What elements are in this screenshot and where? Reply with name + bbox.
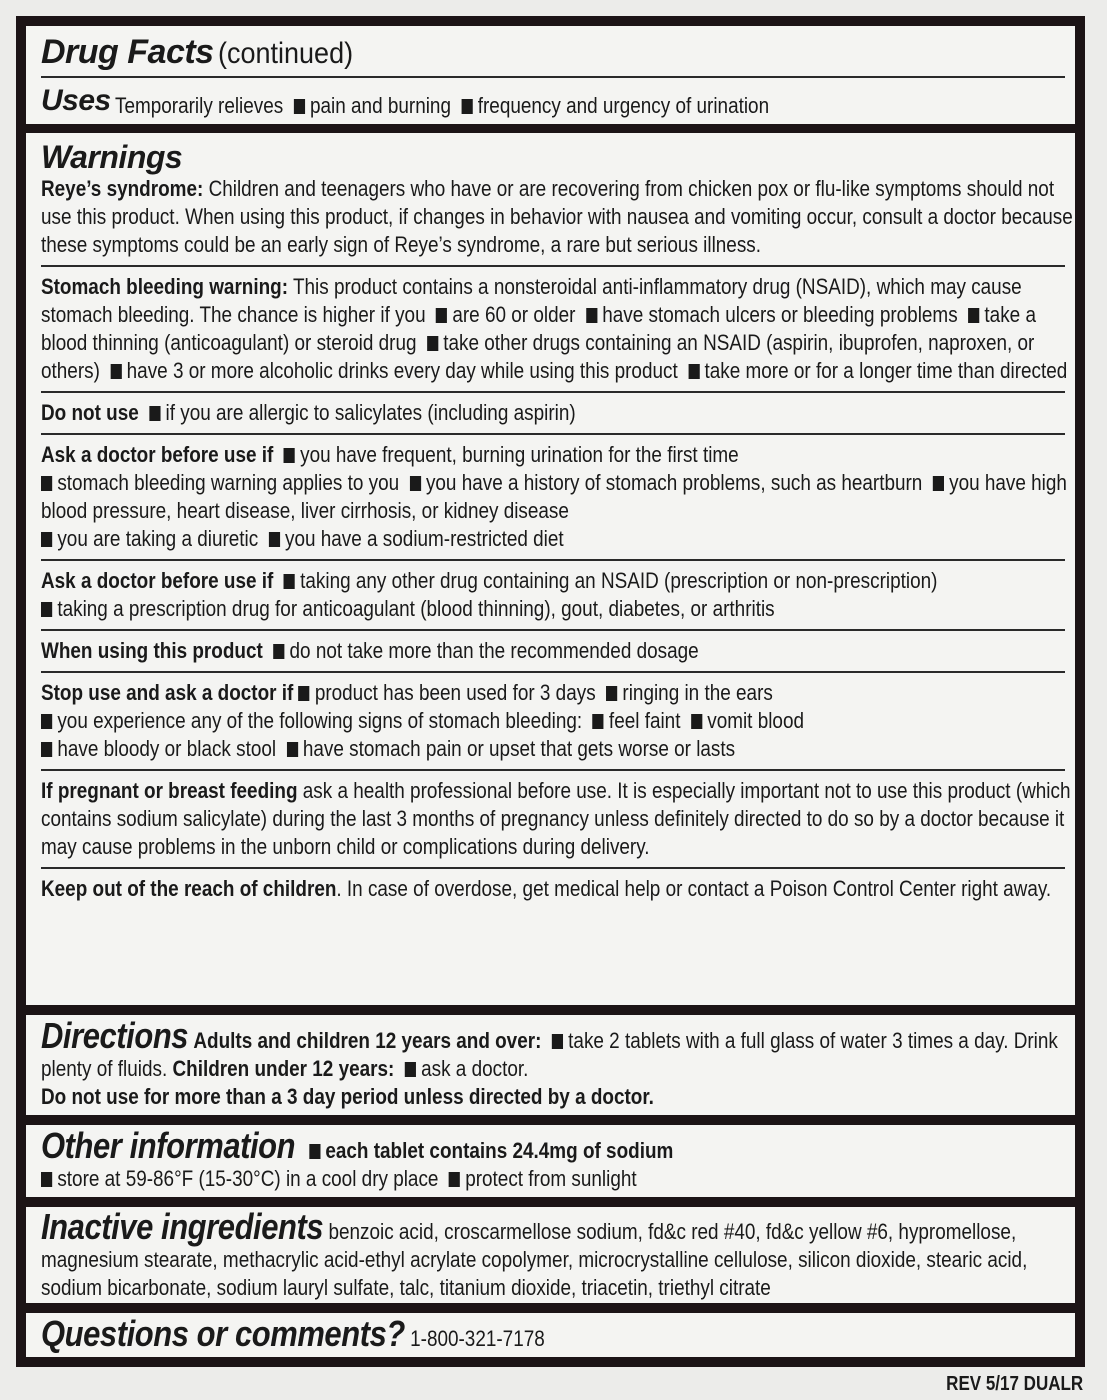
bullet-icon [41,1172,52,1187]
stomach-label: Stomach bleeding warning: [41,274,289,299]
ask-doctor-2-item: taking a prescription drug for anticoagulant (blood thinning), gout, diabetes, or arthritis [57,596,775,621]
stomach-item: take a blood thinning (anticoagulant) or steroid drug [41,302,1036,355]
bullet-icon [41,476,52,491]
header-uses-panel [26,26,1075,124]
directions-children-label: Children under 12 years: [172,1056,395,1081]
title-suffix: (continued) [218,37,354,70]
keep-out-text: . In case of overdose, get medical help or contact a Poison Control Center right away. [336,876,1052,901]
bullet-icon [110,364,121,379]
revision-code: REV 5/17 DUALR [946,1373,1083,1395]
pregnant-label: If pregnant or breast feeding [41,778,298,803]
when-using-item: do not take more than the recommended dosage [289,638,699,663]
stomach-item: are 60 or older [452,302,576,327]
other-information-heading: Other information [41,1125,296,1166]
directions-section [41,1015,1075,1111]
bullet-icon [552,1034,563,1049]
ask-doctor-item: you have frequent, burning urination for the first time [300,442,739,467]
bullet-icon [427,336,438,351]
bullet-icon [688,364,699,379]
stop-use-label: Stop use and ask a doctor if [41,680,294,705]
when-using-label: When using this product [41,638,263,663]
do-not-use-label: Do not use [41,400,139,425]
inactive-ingredients-text: benzoic acid, croscarmellose sodium, fd&c red #40, fd&c yellow #6, hypromellose, magnesium stearate, methacrylic acid-ethyl acrylate copolymer, microcrystalline cellulose, silicon dioxide, stearic acid, sodium bicarbonate, sodium lauryl sulfate, talc, titanium dioxide, triacetin, triethyl citrate [41,1219,1028,1300]
pregnant-text: ask a health professional before use. It is especially important not to use this product (which contains sodium salicylate) during the last 3 months of pregnancy unless definitely directed to do so by a doctor because it may cause problems in the unborn child or complications during delivery. [41,778,1071,859]
bullet-icon [449,1172,460,1187]
reyes-label: Reye’s syndrome: [41,176,204,201]
bullet-icon [294,99,305,114]
directions-adults-label: Adults and children 12 years and over: [193,1028,542,1053]
directions-children-item: ask a doctor. [421,1056,529,1081]
other-info-item: each tablet contains 24.4mg of sodium [325,1138,674,1163]
do-not-use-item: if you are allergic to salicylates (including aspirin) [165,400,576,425]
bullet-icon [405,1062,416,1077]
stomach-intro: This product contains a nonsteroidal anti-inflammatory drug (NSAID), which may cause stomach bleeding. The chance is higher if you [41,274,1022,327]
bullet-icon [41,532,52,547]
bullet-icon [606,686,617,701]
directions-limit: Do not use for more than a 3 day period unless directed by a doctor. [41,1084,654,1109]
questions-heading: Questions or comments? [41,1313,405,1354]
bullet-icon [298,686,309,701]
when-using-warning [41,631,1075,671]
uses-text [115,92,769,120]
questions-phone-number: 1-800-321-7178 [410,1326,545,1351]
bullet-icon [284,448,295,463]
stop-use-warning [41,673,1075,769]
bullet-icon [149,406,160,421]
stomach-bleeding-warning [41,267,1075,391]
questions-panel [26,1313,1075,1357]
bullet-icon [41,602,52,617]
bullet-icon [309,1144,320,1159]
reyes-syndrome-warning [41,175,1075,265]
stop-use-item: vomit blood [707,708,804,733]
pregnancy-warning [41,771,1075,867]
inactive-ingredients-heading: Inactive ingredients [41,1207,324,1247]
stomach-item: have 3 or more alcoholic drinks every day while using this product [126,358,678,383]
ask-doctor-2-label: Ask a doctor before use if [41,568,274,593]
other-information-panel [26,1125,1075,1197]
stop-use-item: have stomach pain or upset that gets worse or lasts [302,736,736,761]
stop-use-item: ringing in the ears [622,680,773,705]
other-information-section [41,1125,1075,1193]
bullet-icon [287,742,298,757]
bullet-icon [410,476,421,491]
bullet-icon [462,99,473,114]
ask-doctor-2-item: taking any other drug containing an NSAID (prescription or non-prescription) [300,568,938,593]
keep-out-label: Keep out of the reach of children [41,876,337,901]
bullet-icon [273,644,284,659]
bullet-icon [436,308,447,323]
title-text: Drug Facts [41,33,214,71]
warnings-heading: Warnings [41,139,183,175]
directions-panel [26,1015,1075,1115]
bullet-icon [691,714,702,729]
bullet-icon [284,574,295,589]
ask-doctor-item: you have a sodium-restricted diet [284,526,564,551]
bullet-icon [968,308,979,323]
bullet-icon [586,308,597,323]
stop-use-item: product has been used for 3 days [314,680,596,705]
other-info-item: store at 59-86°F (15-30°C) in a cool dry place [57,1166,439,1191]
other-info-item: protect from sunlight [465,1166,637,1191]
stomach-item: take other drugs containing an NSAID (aspirin, ibuprofen, naproxen, or others) [41,330,1035,383]
inactive-ingredients-panel [26,1207,1075,1303]
stop-use-item: have bloody or black stool [57,736,277,761]
ask-doctor-item: you have a history of stomach problems, such as heartburn [425,470,923,495]
questions-section [41,1313,1075,1353]
ask-doctor-label: Ask a doctor before use if [41,442,274,467]
stop-use-item: feel faint [608,708,681,733]
ask-doctor-item: you are taking a diuretic [57,526,259,551]
uses-heading: Uses [41,84,111,117]
stomach-item: have stomach ulcers or bleeding problems [602,302,958,327]
keep-out-of-reach-warning [41,869,1075,909]
drug-facts-title [41,26,1065,76]
ask-doctor-pharmacist-warning [41,561,1075,629]
directions-heading: Directions [41,1015,189,1056]
reyes-text: Children and teenagers who have or are recovering from chicken pox or flu-like symptoms should not use this product. When using this product, if changes in behavior with nausea and vomiting occur, consult a doctor because these symptoms could be an early sign of Reye’s syndrome, a rare but serious illness. [41,176,1073,257]
stop-use-item: you experience any of the following signs of stomach bleeding: [57,708,583,733]
ask-doctor-item: stomach bleeding warning applies to you [57,470,400,495]
uses-item: frequency and urgency of urination [477,92,770,118]
uses-intro: Temporarily relieves [115,92,284,118]
stomach-item: take more or for a longer time than directed [704,358,1068,383]
warnings-panel [26,133,1075,1005]
ask-doctor-warning [41,435,1075,559]
directions-adults-item: take 2 tablets with a full glass of water 3 times a day. Drink plenty of fluids. [41,1028,1058,1081]
uses-section [41,78,1065,124]
bullet-icon [41,714,52,729]
ask-doctor-item: you have high blood pressure, heart disease, liver cirrhosis, or kidney disease [41,470,1067,523]
bullet-icon [41,742,52,757]
drug-facts-label [16,16,1085,1367]
do-not-use-warning [41,393,1075,433]
uses-item: pain and burning [310,92,452,118]
bullet-icon [593,714,604,729]
inactive-ingredients-section [41,1207,1075,1302]
bullet-icon [933,476,944,491]
bullet-icon [269,532,280,547]
